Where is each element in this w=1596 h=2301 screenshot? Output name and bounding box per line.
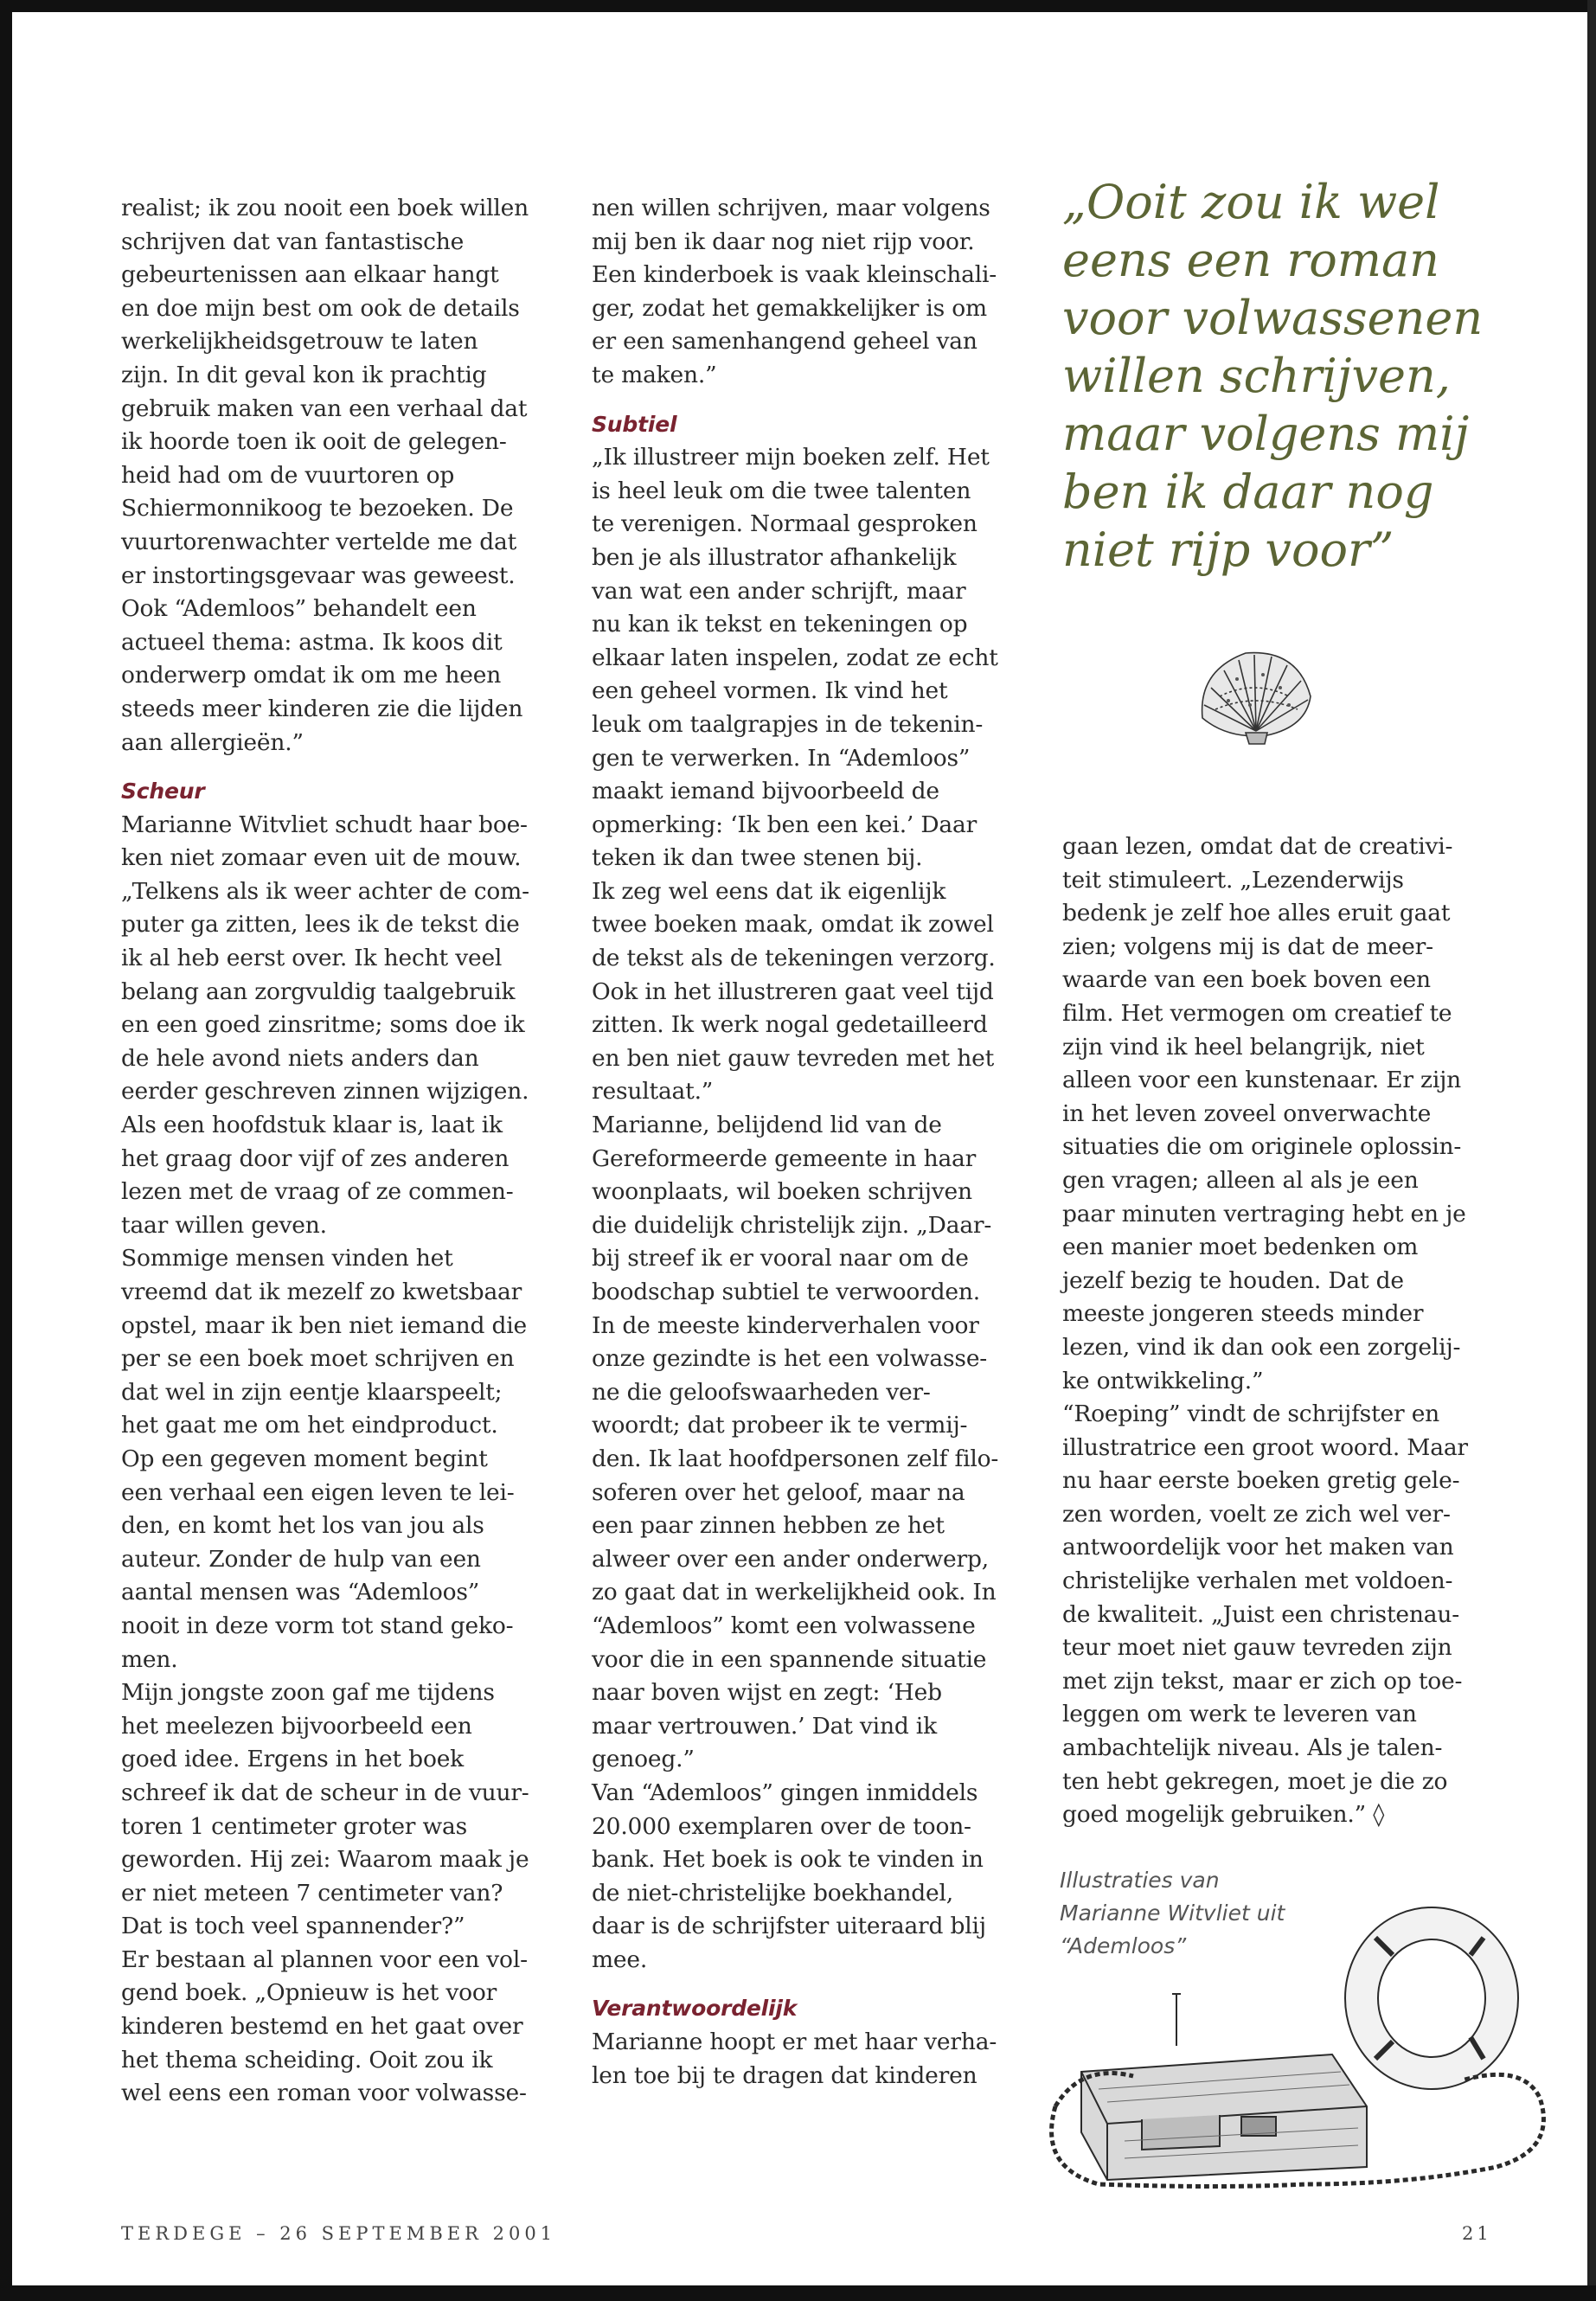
text-line: soferen over het geloof, maar na (592, 1478, 965, 1506)
text-line: willen schrijven, (1062, 349, 1451, 403)
text-line: het thema scheiding. Ooit zou ik (121, 2046, 493, 2073)
text-line: teit stimuleert. „Lezenderwijs (1062, 866, 1404, 894)
text-line: vreemd dat ik mezelf zo kwetsbaar (121, 1279, 522, 1305)
text-line: een manier moet bedenken om (1062, 1234, 1419, 1261)
text-line: jezelf bezig te houden. Dat de (1062, 1266, 1404, 1294)
text-line: ne die geloofswaarheden ver- (592, 1378, 931, 1406)
text-line: Schiermonnikoog te bezoeken. De (121, 495, 514, 522)
text-line: de tekst als de tekeningen verzorg. (592, 945, 996, 972)
text-line: er niet meteen 7 centimeter van? (121, 1879, 503, 1907)
text-line: Van “Ademloos” gingen inmiddels (592, 1779, 978, 1806)
text-line: alweer over een ander onderwerp, (592, 1545, 989, 1573)
article-column-2 (592, 192, 1024, 2093)
text-line: len toe bij te dragen dat kinderen (592, 2061, 977, 2089)
text-line: goed idee. Ergens in het boek (121, 1746, 465, 1773)
text-line: waarde van een boek boven een (1062, 966, 1431, 994)
text-line: eerder geschreven zinnen wijzigen. (121, 1078, 529, 1106)
text-line: situaties die om originele oplossin- (1062, 1133, 1462, 1161)
text-line: illustratrice een groot woord. Maar (1062, 1433, 1468, 1461)
text-line: gebruik maken van een verhaal dat (121, 394, 528, 422)
text-line: werkelijkheidsgetrouw te laten (121, 328, 478, 356)
text-line: Mijn jongste zoon gaf me tijdens (121, 1679, 495, 1707)
text-line: alleen voor een kunstenaar. Er zijn (1062, 1067, 1461, 1094)
text-line: realist; ik zou nooit een boek willen (121, 195, 529, 221)
text-line: de kwaliteit. „Juist een christenau- (1062, 1600, 1459, 1628)
text-line: resultaat.” (592, 1078, 714, 1106)
text-line: de hele avond niets anders dan (121, 1044, 479, 1072)
text-line: nen willen schrijven, maar volgens (592, 195, 990, 221)
text-line: zijn. In dit geval kon ik prachtig (121, 361, 487, 388)
text-line: “Roeping” vindt de schrijfster en (1062, 1400, 1440, 1428)
page-number: 21 (1462, 2223, 1492, 2244)
text-line: paar minuten vertraging hebt en je (1062, 1200, 1466, 1227)
text-line: niet rijp voor” (1062, 522, 1394, 577)
text-line: zitten. Ik werk nogal gedetailleerd (592, 1011, 988, 1039)
scan-border-left (0, 0, 12, 2301)
suitcase-lifebuoy-illustration (1047, 1890, 1566, 2193)
text-line: taar willen geven. (121, 1211, 327, 1239)
text-line: zo gaat dat in werkelijkheid ook. In (592, 1579, 997, 1606)
text-line: Als een hoofdstuk klaar is, laat ik (121, 1112, 503, 1139)
column-2-paragraphs-2 (592, 441, 1024, 1977)
column-2-paragraphs (592, 192, 1024, 393)
text-line: het meelezen bijvoorbeeld een (121, 1712, 472, 1740)
text-line: zien; volgens mij is dat de meer- (1062, 933, 1433, 960)
text-line: en ben niet gauw tevreden met het (592, 1044, 995, 1072)
text-line: den, en komt het los van jou als (121, 1512, 484, 1540)
text-line: schreef ik dat de scheur in de vuur- (121, 1779, 529, 1806)
text-line: leggen om werk te leveren van (1062, 1701, 1417, 1728)
text-line: „Ooit zou ik wel (1062, 175, 1440, 229)
text-line: zen worden, voelt ze zich wel ver- (1062, 1500, 1451, 1528)
text-line: actueel thema: astma. Ik koos dit (121, 628, 503, 656)
text-line: antwoordelijk voor het maken van (1062, 1534, 1454, 1561)
text-line: aantal mensen was “Ademloos” (121, 1579, 480, 1606)
text-line: ken niet zomaar even uit de mouw. (121, 844, 522, 872)
text-line: maar vertrouwen.’ Dat vind ik (592, 1712, 937, 1740)
text-line: vuurtorenwachter vertelde me dat (121, 528, 517, 555)
shell-illustration (1185, 636, 1324, 748)
text-line: een geheel vormen. Ik vind het (592, 677, 948, 705)
text-line: maar volgens mij (1062, 407, 1470, 461)
text-line: Ik zeg wel eens dat ik eigenlijk (592, 877, 946, 905)
text-line: een paar zinnen hebben ze het (592, 1512, 945, 1540)
text-line: belang aan zorgvuldig taalgebruik (121, 977, 516, 1005)
text-line: Marianne Witvliet uit (1060, 1900, 1285, 1926)
text-line: Dat is toch veel spannender?” (121, 1913, 465, 1940)
text-line: per se een boek moet schrijven en (121, 1345, 515, 1373)
text-line: kinderen bestemd en het gaat over (121, 2013, 523, 2041)
text-line: goed mogelijk gebruiken.” ◊ (1062, 1801, 1385, 1829)
text-line: film. Het vermogen om creatief te (1062, 999, 1452, 1027)
text-line: ke ontwikkeling.” (1062, 1367, 1264, 1394)
text-line: ger, zodat het gemakkelijker is om (592, 294, 987, 322)
text-line: ben je als illustrator afhankelijk (592, 543, 957, 571)
text-line: teken ik dan twee stenen bij. (592, 844, 923, 872)
text-line: mee. (592, 1945, 648, 1973)
text-line: opstel, maar ik ben niet iemand die (121, 1311, 528, 1339)
text-line: bank. Het boek is ook te vinden in (592, 1846, 984, 1874)
text-line: is heel leuk om die twee talenten (592, 477, 971, 504)
text-line: ten hebt gekregen, moet je die zo (1062, 1767, 1448, 1795)
text-line: steeds meer kinderen zie die lijden (121, 695, 523, 722)
text-line: Marianne hoopt er met haar verha- (592, 2029, 997, 2056)
text-line: woonplaats, wil boeken schrijven (592, 1178, 972, 1206)
text-line: van wat een ander schrijft, maar (592, 577, 966, 605)
text-line: nu haar eerste boeken gretig gele- (1062, 1467, 1460, 1495)
heading-verantwoordelijk: Verantwoordelijk (592, 1996, 798, 2022)
text-line: bedenk je zelf hoe alles eruit gaat (1062, 900, 1451, 927)
text-line: aan allergieën.” (121, 728, 304, 756)
text-line: den. Ik laat hoofdpersonen zelf filo- (592, 1445, 999, 1472)
text-line: nooit in deze vorm tot stand geko- (121, 1612, 514, 1639)
text-line: Marianne, belijdend lid van de (592, 1112, 942, 1139)
column-2-paragraphs-3 (592, 2026, 1024, 2093)
text-line: ik hoorde toen ik ooit de gelegen- (121, 428, 507, 456)
text-line: Sommige mensen vinden het (121, 1245, 453, 1272)
text-line: boodschap subtiel te verwoorden. (592, 1279, 980, 1305)
text-line: teur moet niet gauw tevreden zijn (1062, 1634, 1452, 1662)
text-line: Er bestaan al plannen voor een vol- (121, 1945, 528, 1973)
text-line: Marianne Witvliet schudt haar boe- (121, 811, 528, 838)
text-line: Ook in het illustreren gaat veel tijd (592, 977, 994, 1005)
column-1-paragraphs (121, 192, 554, 760)
scan-border-top (0, 0, 1596, 12)
text-line: Illustraties van (1060, 1868, 1220, 1893)
text-line: naar boven wijst en zegt: ‘Heb (592, 1679, 942, 1707)
text-line: er instortingsgevaar was geweest. (121, 561, 516, 589)
scan-border-right (1587, 0, 1596, 2301)
text-line: „Ik illustreer mijn boeken zelf. Het (592, 444, 990, 471)
text-line: geworden. Hij zei: Waarom maak je (121, 1846, 529, 1874)
text-line: “Ademloos” (1060, 1933, 1187, 1958)
text-line: meeste jongeren steeds minder (1062, 1300, 1424, 1328)
text-line: gen vragen; alleen al als je een (1062, 1166, 1419, 1194)
text-line: Een kinderboek is vaak kleinschali- (592, 261, 997, 289)
text-line: te verenigen. Normaal gesproken (592, 510, 977, 538)
text-line: een verhaal een eigen leven te lei- (121, 1478, 515, 1506)
text-line: puter ga zitten, lees ik de tekst die (121, 911, 520, 939)
text-line: zijn vind ik heel belangrijk, niet (1062, 1033, 1425, 1061)
text-line: ik al heb eerst over. Ik hecht veel (121, 945, 503, 972)
text-line: auteur. Zonder de hulp van een (121, 1545, 481, 1573)
text-line: leuk om taalgrapjes in de tekenin- (592, 710, 984, 738)
text-line: lezen met de vraag of ze commen- (121, 1178, 514, 1206)
text-line: ben ik daar nog (1062, 465, 1434, 519)
article-column-1 (121, 192, 554, 2111)
text-line: ambachtelijk niveau. Als je talen- (1062, 1734, 1443, 1762)
text-line: onderwerp omdat ik om me heen (121, 662, 502, 689)
text-line: schrijven dat van fantastische (121, 228, 465, 255)
text-line: gend boek. „Opnieuw is het voor (121, 1979, 497, 2007)
text-line: te maken.” (592, 361, 717, 388)
text-line: maakt iemand bijvoorbeeld de (592, 778, 939, 805)
footer-publication: TERDEGE – 26 SEPTEMBER 2001 (121, 2223, 557, 2244)
column-3-paragraphs (1062, 830, 1499, 1832)
pull-quote-lines (1062, 173, 1547, 579)
text-line: er een samenhangend geheel van (592, 328, 977, 356)
text-line: bij streef ik er vooral naar om de (592, 1245, 969, 1272)
text-line: voor volwassenen (1062, 291, 1484, 345)
text-line: wel eens een roman voor volwasse- (121, 2080, 527, 2107)
text-line: christelijke verhalen met voldoen- (1062, 1567, 1453, 1595)
text-line: in het leven zoveel onverwachte (1062, 1099, 1432, 1127)
text-line: en een goed zinsritme; soms doe ik (121, 1011, 525, 1039)
text-line: opmerking: ‘Ik ben een kei.’ Daar (592, 811, 977, 838)
text-line: toren 1 centimeter groter was (121, 1812, 467, 1840)
text-line: lezen, vind ik dan ook een zorgelij- (1062, 1333, 1461, 1361)
text-line: daar is de schrijfster uiteraard blij (592, 1913, 986, 1940)
text-line: Ook “Ademloos” behandelt een (121, 595, 477, 623)
text-line: voor die in een spannende situatie (592, 1645, 987, 1673)
text-line: gen te verwerken. In “Ademloos” (592, 744, 971, 772)
text-line: het graag door vijf of zes anderen (121, 1144, 510, 1172)
text-line: eens een roman (1062, 233, 1439, 287)
text-line: gaan lezen, omdat dat de creativi- (1062, 833, 1453, 860)
text-line: „Telkens als ik weer achter de com- (121, 877, 529, 905)
text-line: twee boeken maak, omdat ik zowel (592, 911, 994, 939)
text-line: In de meeste kinderverhalen voor (592, 1311, 979, 1339)
text-line: genoeg.” (592, 1746, 695, 1773)
text-line: woordt; dat probeer ik te vermij- (592, 1412, 968, 1439)
text-line: onze gezindte is het een volwasse- (592, 1345, 988, 1373)
text-line: elkaar laten inspelen, zodat ze echt (592, 644, 998, 671)
text-line: “Ademloos” komt een volwassene (592, 1612, 976, 1639)
text-line: de niet-christelijke boekhandel, (592, 1879, 953, 1907)
text-line: dat wel in zijn eentje klaarspeelt; (121, 1378, 503, 1406)
text-line: en doe mijn best om ook de details (121, 294, 520, 322)
text-line: het gaat me om het eindproduct. (121, 1412, 498, 1439)
text-line: met zijn tekst, maar er zich op toe- (1062, 1667, 1463, 1695)
scan-border-bottom (0, 2285, 1596, 2301)
text-line: mij ben ik daar nog niet rijp voor. (592, 228, 975, 255)
heading-subtiel: Subtiel (592, 411, 677, 437)
text-line: heid had om de vuurtoren op (121, 461, 455, 489)
text-line: nu kan ik tekst en tekeningen op (592, 611, 968, 638)
text-line: gebeurtenissen aan elkaar hangt (121, 261, 499, 289)
column-1-paragraphs-2 (121, 809, 554, 2111)
text-line: 20.000 exemplaren over de toon- (592, 1812, 971, 1840)
text-line: men. (121, 1645, 178, 1673)
text-line: Op een gegeven moment begint (121, 1445, 488, 1472)
heading-scheur: Scheur (121, 779, 205, 804)
text-line: Gereformeerde gemeente in haar (592, 1144, 977, 1172)
article-column-3 (1062, 830, 1499, 1832)
text-line: die duidelijk christelijk zijn. „Daar- (592, 1211, 992, 1239)
pull-quote (1062, 173, 1547, 579)
